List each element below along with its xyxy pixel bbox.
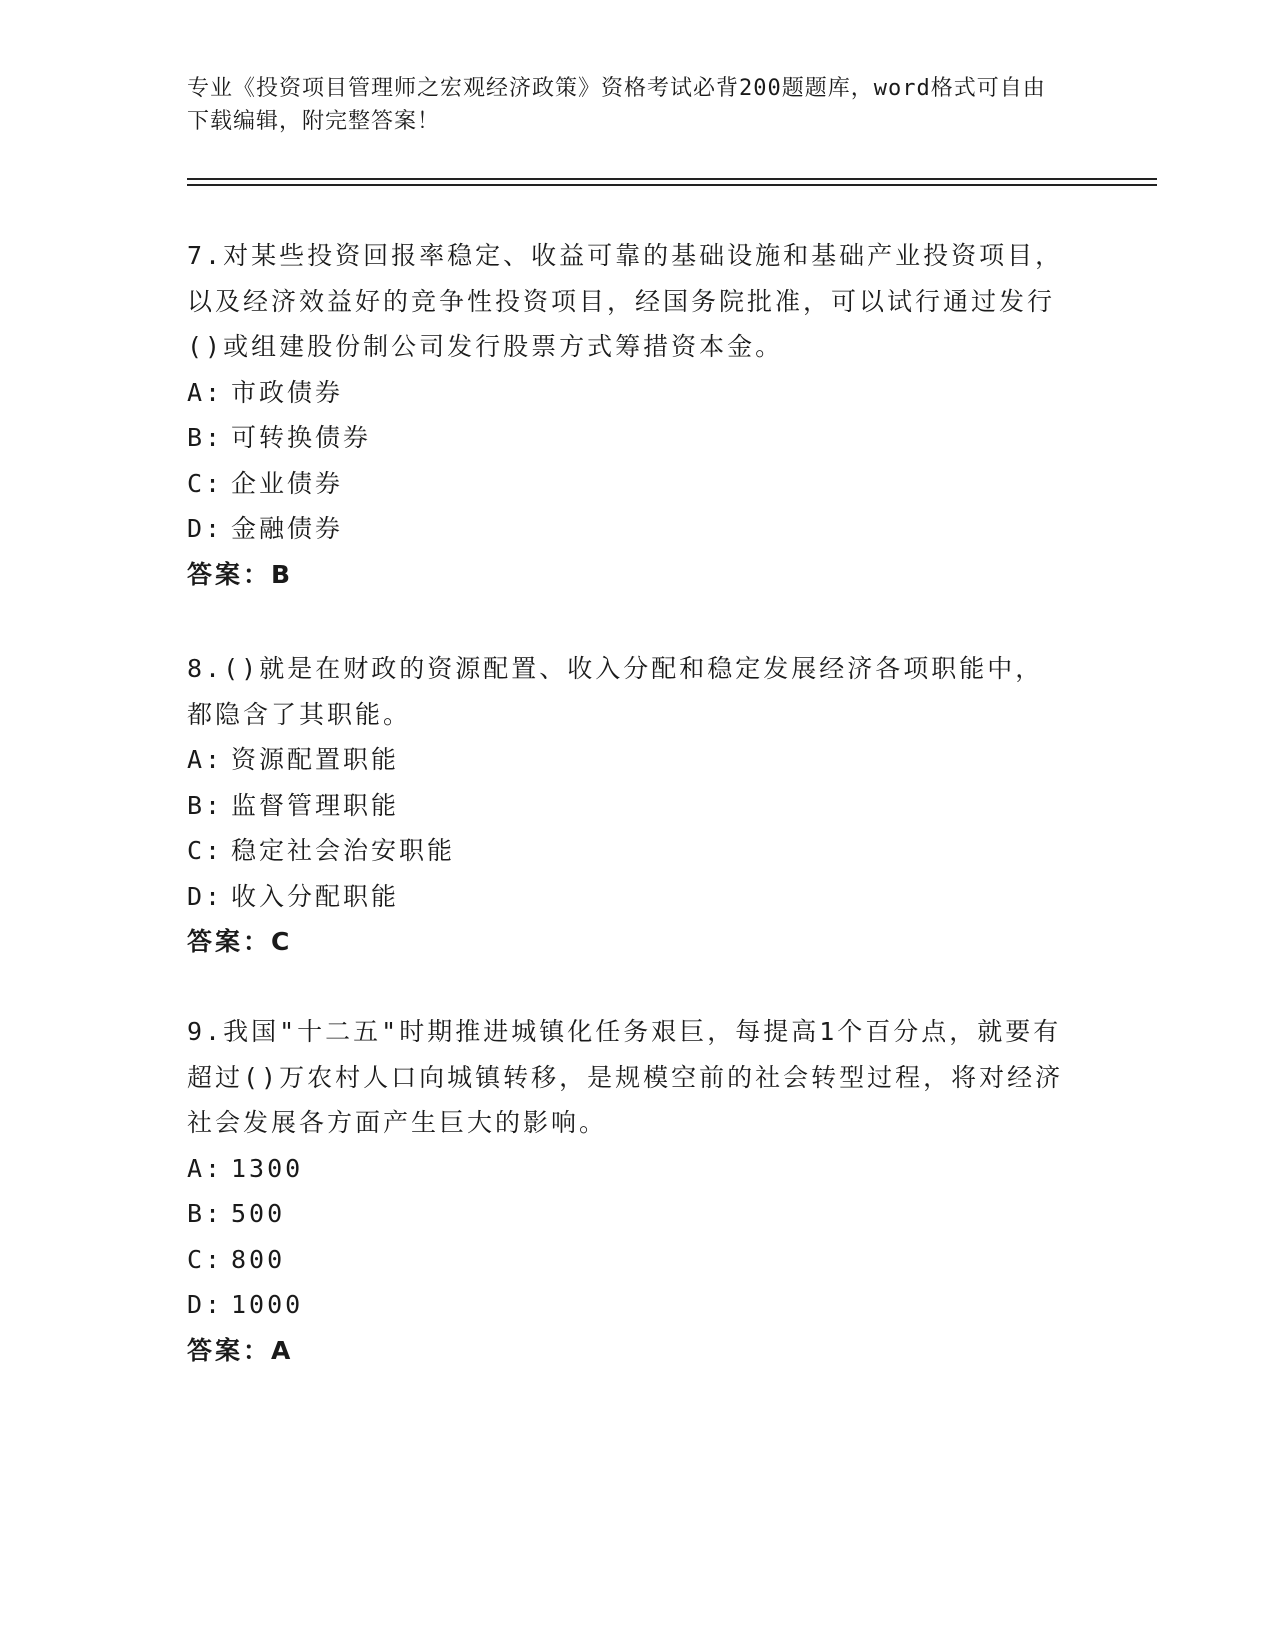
answer-line: 答案：C <box>187 927 293 956</box>
option-text: 收入分配职能 <box>231 881 400 911</box>
option-c <box>187 1237 1067 1283</box>
option-a <box>187 737 1067 783</box>
option-text: 800 <box>231 1244 286 1274</box>
option-text: 资源配置职能 <box>231 745 400 774</box>
header-divider-bottom <box>187 184 1157 186</box>
option-key: D: <box>187 514 224 543</box>
option-d <box>187 1282 1067 1328</box>
question-stem: 8.()就是在财政的资源配置、收入分配和稳定发展经济各项职能中，都隐含了其职能。 <box>187 654 1044 729</box>
option-key: A: <box>187 1153 224 1183</box>
option-a <box>187 1146 1067 1192</box>
answer-line: 答案：B <box>187 559 294 589</box>
option-key: C: <box>187 836 224 865</box>
option-d <box>187 506 1067 552</box>
option-a <box>187 370 1067 416</box>
option-key: C: <box>187 468 224 498</box>
option-text: 金融债券 <box>231 514 344 543</box>
option-text: 1000 <box>231 1290 304 1319</box>
option-text: 稳定社会治安职能 <box>231 836 456 865</box>
option-c <box>187 828 1067 874</box>
question-8 <box>187 646 1067 965</box>
option-key: B: <box>187 790 224 820</box>
option-key: B: <box>187 1199 224 1228</box>
option-key: A: <box>187 745 224 774</box>
question-stem: 9.我国"十二五"时期推进城镇化任务艰巨，每提高1个百分点，就要有超过()万农村人口向城镇转移，是规模空前的社会转型过程，将对经济社会发展各方面产生巨大的影响。 <box>187 1017 1064 1137</box>
option-text: 可转换债券 <box>231 423 372 452</box>
option-text: 500 <box>231 1199 286 1228</box>
option-b <box>187 415 1067 461</box>
option-key: B: <box>187 423 224 452</box>
option-d <box>187 874 1067 920</box>
option-key: C: <box>187 1244 224 1274</box>
option-key: A: <box>187 377 224 407</box>
option-text: 1300 <box>231 1153 304 1183</box>
document-header: 专业《投资项目管理师之宏观经济政策》资格考试必背200题题库，word格式可自由下载编辑，附完整答案！ <box>187 76 1046 134</box>
question-7 <box>187 233 1067 597</box>
option-text: 监督管理职能 <box>231 790 400 820</box>
option-b <box>187 783 1067 829</box>
question-stem: 7.对某些投资回报率稳定、收益可靠的基础设施和基础产业投资项目，以及经济效益好的竞争性投资项目，经国务院批准，可以试行通过发行()或组建股份制公司发行股票方式筹措资本金。 <box>187 241 1064 361</box>
answer-line: 答案：A <box>187 1335 294 1365</box>
question-9 <box>187 1009 1067 1373</box>
option-text: 市政债券 <box>231 377 344 407</box>
option-key: D: <box>187 881 224 911</box>
option-text: 企业债券 <box>231 468 344 498</box>
option-b <box>187 1191 1067 1237</box>
option-c <box>187 461 1067 507</box>
option-key: D: <box>187 1290 224 1319</box>
header-divider-top <box>187 178 1157 180</box>
